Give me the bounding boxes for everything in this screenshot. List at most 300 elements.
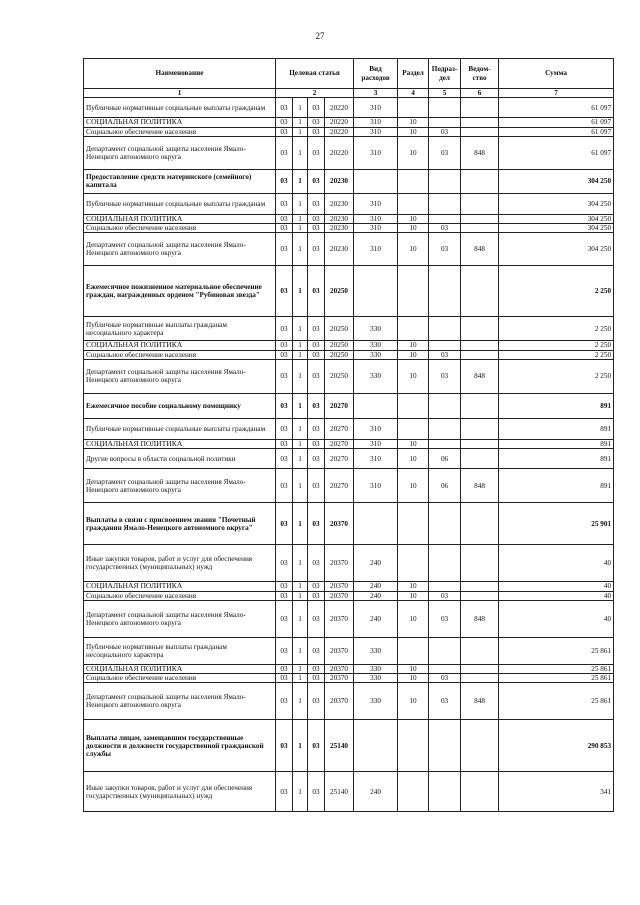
target-code-program: 03 <box>276 350 293 359</box>
expense-type <box>354 266 398 317</box>
section-code: 10 <box>398 439 429 449</box>
header-exp-type: Вид расходов <box>354 59 398 89</box>
ministry-code <box>461 169 499 193</box>
section-code: 10 <box>398 683 429 720</box>
expense-type: 310 <box>354 233 398 266</box>
target-code-article: 20250 <box>325 350 354 359</box>
subsection-code: 03 <box>429 591 461 600</box>
row-name: Ежемесячное пожизненное материальное обеспечение граждан, награжденных орденом "Рубиновая звезда" <box>84 266 276 317</box>
sum-value: 2 250 <box>499 317 614 341</box>
target-code-program: 03 <box>276 591 293 600</box>
target-code-subprogram: 1 <box>293 136 308 169</box>
row-name: Социальное обеспечение населения <box>84 591 276 600</box>
ministry-code <box>461 545 499 582</box>
subsection-code: 03 <box>429 600 461 637</box>
expense-type <box>354 720 398 772</box>
ministry-code <box>461 393 499 418</box>
sum-value: 61 097 <box>499 127 614 136</box>
sum-value: 40 <box>499 582 614 592</box>
target-code-program: 03 <box>276 393 293 418</box>
subsection-code <box>429 720 461 772</box>
row-name: Департамент социальной защиты населения Ямало-Ненецкого автономного округа <box>84 359 276 393</box>
target-code-article: 20250 <box>325 317 354 341</box>
sum-value: 2 250 <box>499 266 614 317</box>
row-name: Публичные нормативные социальные выплаты гражданам <box>84 193 276 214</box>
target-code-subprogram: 1 <box>293 118 308 128</box>
section-code <box>398 545 429 582</box>
table-row <box>84 317 614 341</box>
section-code: 10 <box>398 582 429 592</box>
sum-value: 891 <box>499 449 614 469</box>
expense-type: 330 <box>354 683 398 720</box>
ministry-code <box>461 193 499 214</box>
expense-type: 310 <box>354 224 398 233</box>
expense-type <box>354 393 398 418</box>
target-code-article: 20270 <box>325 418 354 439</box>
ministry-code: 848 <box>461 683 499 720</box>
target-code-article: 20270 <box>325 439 354 449</box>
target-code-group: 03 <box>308 582 325 592</box>
target-code-program: 03 <box>276 503 293 545</box>
expense-type <box>354 503 398 545</box>
sum-value: 304 250 <box>499 224 614 233</box>
sum-value: 2 250 <box>499 350 614 359</box>
row-name: Ежемесячное пособие социальному помощнику <box>84 393 276 418</box>
section-code <box>398 720 429 772</box>
header-ministry: Ведом-ство <box>461 59 499 89</box>
header-sum: Сумма <box>499 59 614 89</box>
target-code-subprogram: 1 <box>293 683 308 720</box>
expense-type: 240 <box>354 582 398 592</box>
target-code-subprogram: 1 <box>293 341 308 351</box>
subsection-code <box>429 169 461 193</box>
table-row <box>84 469 614 503</box>
row-name: Департамент социальной защиты населения Ямало-Ненецкого автономного округа <box>84 136 276 169</box>
target-code-article: 20270 <box>325 449 354 469</box>
section-code: 10 <box>398 341 429 351</box>
table-row <box>84 439 614 449</box>
target-code-article: 20370 <box>325 664 354 674</box>
row-name: СОЦИАЛЬНАЯ ПОЛИТИКА <box>84 118 276 128</box>
target-code-group: 03 <box>308 503 325 545</box>
column-number-row <box>84 89 614 98</box>
target-code-subprogram: 1 <box>293 582 308 592</box>
target-code-subprogram: 1 <box>293 591 308 600</box>
column-number: 1 <box>84 89 276 98</box>
target-code-subprogram: 1 <box>293 439 308 449</box>
table-row <box>84 600 614 637</box>
subsection-code: 03 <box>429 136 461 169</box>
ministry-code <box>461 720 499 772</box>
expense-type: 310 <box>354 118 398 128</box>
expense-type: 330 <box>354 637 398 664</box>
ministry-code <box>461 127 499 136</box>
row-name: Выплаты лицам, замещавшим государственные должности и должности государственной гражданской службы <box>84 720 276 772</box>
table-row <box>84 545 614 582</box>
target-code-program: 03 <box>276 136 293 169</box>
section-code: 10 <box>398 233 429 266</box>
sum-value: 891 <box>499 418 614 439</box>
ministry-code <box>461 591 499 600</box>
target-code-article: 20230 <box>325 214 354 224</box>
expense-type: 330 <box>354 317 398 341</box>
target-code-program: 03 <box>276 637 293 664</box>
section-code <box>398 637 429 664</box>
section-code: 10 <box>398 664 429 674</box>
expense-type: 330 <box>354 341 398 351</box>
sum-value: 25 901 <box>499 503 614 545</box>
section-code <box>398 418 429 439</box>
target-code-subprogram: 1 <box>293 214 308 224</box>
target-code-subprogram: 1 <box>293 664 308 674</box>
table-row <box>84 772 614 812</box>
target-code-subprogram: 1 <box>293 637 308 664</box>
subsection-code: 03 <box>429 674 461 683</box>
row-name: Публичные нормативные социальные выплаты гражданам <box>84 98 276 118</box>
target-code-subprogram: 1 <box>293 224 308 233</box>
section-code <box>398 317 429 341</box>
section-code: 10 <box>398 127 429 136</box>
table-row <box>84 193 614 214</box>
target-code-program: 03 <box>276 341 293 351</box>
ministry-code <box>461 674 499 683</box>
section-code: 10 <box>398 449 429 469</box>
sum-value: 891 <box>499 469 614 503</box>
target-code-article: 25140 <box>325 772 354 812</box>
section-code <box>398 772 429 812</box>
section-code <box>398 266 429 317</box>
sum-value: 61 097 <box>499 98 614 118</box>
section-code: 10 <box>398 674 429 683</box>
expense-type: 240 <box>354 591 398 600</box>
expense-type: 310 <box>354 418 398 439</box>
target-code-program: 03 <box>276 169 293 193</box>
table-row <box>84 266 614 317</box>
target-code-article: 20250 <box>325 266 354 317</box>
target-code-subprogram: 1 <box>293 772 308 812</box>
subsection-code <box>429 439 461 449</box>
target-code-program: 03 <box>276 214 293 224</box>
subsection-code: 03 <box>429 359 461 393</box>
ministry-code <box>461 664 499 674</box>
table-row <box>84 720 614 772</box>
ministry-code <box>461 637 499 664</box>
ministry-code <box>461 341 499 351</box>
row-name: СОЦИАЛЬНАЯ ПОЛИТИКА <box>84 214 276 224</box>
target-code-group: 03 <box>308 664 325 674</box>
target-code-group: 03 <box>308 169 325 193</box>
target-code-subprogram: 1 <box>293 720 308 772</box>
target-code-article: 25140 <box>325 720 354 772</box>
target-code-subprogram: 1 <box>293 266 308 317</box>
target-code-program: 03 <box>276 449 293 469</box>
table-row <box>84 127 614 136</box>
sum-value: 25 861 <box>499 637 614 664</box>
target-code-subprogram: 1 <box>293 359 308 393</box>
ministry-code <box>461 98 499 118</box>
ministry-code: 848 <box>461 600 499 637</box>
subsection-code <box>429 664 461 674</box>
target-code-program: 03 <box>276 600 293 637</box>
sum-value: 25 861 <box>499 674 614 683</box>
target-code-subprogram: 1 <box>293 449 308 469</box>
ministry-code <box>461 772 499 812</box>
section-code <box>398 98 429 118</box>
target-code-group: 03 <box>308 193 325 214</box>
row-name: Социальное обеспечение населения <box>84 127 276 136</box>
subsection-code <box>429 418 461 439</box>
table-row <box>84 393 614 418</box>
subsection-code <box>429 637 461 664</box>
target-code-article: 20370 <box>325 600 354 637</box>
section-code <box>398 393 429 418</box>
table-row <box>84 214 614 224</box>
section-code: 10 <box>398 600 429 637</box>
section-code <box>398 193 429 214</box>
target-code-program: 03 <box>276 683 293 720</box>
target-code-program: 03 <box>276 317 293 341</box>
ministry-code <box>461 503 499 545</box>
target-code-program: 03 <box>276 469 293 503</box>
row-name: Департамент социальной защиты населения Ямало-Ненецкого автономного округа <box>84 683 276 720</box>
subsection-code: 03 <box>429 127 461 136</box>
table-row <box>84 418 614 439</box>
sum-value: 2 250 <box>499 341 614 351</box>
target-code-article: 20220 <box>325 118 354 128</box>
expense-type: 310 <box>354 136 398 169</box>
target-code-subprogram: 1 <box>293 317 308 341</box>
expense-type: 310 <box>354 127 398 136</box>
expense-type: 240 <box>354 772 398 812</box>
expense-type <box>354 169 398 193</box>
ministry-code <box>461 317 499 341</box>
section-code: 10 <box>398 136 429 169</box>
target-code-article: 20370 <box>325 637 354 664</box>
table-row <box>84 683 614 720</box>
table-row <box>84 341 614 351</box>
column-number: 4 <box>398 89 429 98</box>
target-code-article: 20270 <box>325 469 354 503</box>
ministry-code: 848 <box>461 469 499 503</box>
subsection-code: 03 <box>429 224 461 233</box>
target-code-article: 20220 <box>325 98 354 118</box>
subsection-code <box>429 393 461 418</box>
sum-value: 341 <box>499 772 614 812</box>
sum-value: 61 097 <box>499 136 614 169</box>
target-code-program: 03 <box>276 439 293 449</box>
target-code-article: 20250 <box>325 359 354 393</box>
target-code-article: 20220 <box>325 127 354 136</box>
target-code-program: 03 <box>276 418 293 439</box>
row-name: Департамент социальной защиты населения Ямало-Ненецкого автономного округа <box>84 233 276 266</box>
table-row <box>84 98 614 118</box>
ministry-code: 848 <box>461 136 499 169</box>
target-code-subprogram: 1 <box>293 469 308 503</box>
row-name: Иные закупки товаров, работ и услуг для обеспечения государственных (муниципальных) нужд <box>84 545 276 582</box>
row-name: Социальное обеспечение населения <box>84 674 276 683</box>
target-code-article: 20250 <box>325 341 354 351</box>
subsection-code: 06 <box>429 469 461 503</box>
row-name: Публичные нормативные социальные выплаты гражданам <box>84 418 276 439</box>
table-row <box>84 664 614 674</box>
subsection-code: 06 <box>429 449 461 469</box>
target-code-group: 03 <box>308 359 325 393</box>
target-code-subprogram: 1 <box>293 674 308 683</box>
target-code-program: 03 <box>276 193 293 214</box>
target-code-group: 03 <box>308 545 325 582</box>
sum-value: 40 <box>499 591 614 600</box>
target-code-subprogram: 1 <box>293 418 308 439</box>
row-name: Департамент социальной защиты населения Ямало-Ненецкого автономного округа <box>84 469 276 503</box>
column-number: 3 <box>354 89 398 98</box>
sum-value: 25 861 <box>499 664 614 674</box>
subsection-code <box>429 214 461 224</box>
target-code-group: 03 <box>308 266 325 317</box>
expense-type: 310 <box>354 439 398 449</box>
section-code: 10 <box>398 359 429 393</box>
table-row <box>84 350 614 359</box>
target-code-group: 03 <box>308 674 325 683</box>
target-code-program: 03 <box>276 582 293 592</box>
target-code-group: 03 <box>308 233 325 266</box>
target-code-group: 03 <box>308 637 325 664</box>
row-name: Публичные нормативные выплаты гражданам несоциального характера <box>84 317 276 341</box>
table-row <box>84 449 614 469</box>
target-code-subprogram: 1 <box>293 169 308 193</box>
target-code-group: 03 <box>308 591 325 600</box>
ministry-code <box>461 118 499 128</box>
target-code-article: 20370 <box>325 582 354 592</box>
section-code: 10 <box>398 350 429 359</box>
header-section: Раздел <box>398 59 429 89</box>
sum-value: 40 <box>499 545 614 582</box>
table-row <box>84 637 614 664</box>
table-row <box>84 224 614 233</box>
row-name: СОЦИАЛЬНАЯ ПОЛИТИКА <box>84 439 276 449</box>
target-code-program: 03 <box>276 266 293 317</box>
ministry-code: 848 <box>461 233 499 266</box>
table-row <box>84 582 614 592</box>
subsection-code <box>429 193 461 214</box>
expense-type: 310 <box>354 469 398 503</box>
target-code-article: 20230 <box>325 193 354 214</box>
row-name: СОЦИАЛЬНАЯ ПОЛИТИКА <box>84 664 276 674</box>
sum-value: 891 <box>499 439 614 449</box>
ministry-code <box>461 418 499 439</box>
target-code-article: 20230 <box>325 169 354 193</box>
target-code-program: 03 <box>276 674 293 683</box>
target-code-article: 20270 <box>325 393 354 418</box>
expense-type: 310 <box>354 214 398 224</box>
expense-type: 330 <box>354 350 398 359</box>
subsection-code: 03 <box>429 233 461 266</box>
target-code-program: 03 <box>276 233 293 266</box>
subsection-code: 03 <box>429 683 461 720</box>
section-code <box>398 169 429 193</box>
target-code-group: 03 <box>308 683 325 720</box>
target-code-group: 03 <box>308 317 325 341</box>
ministry-code <box>461 214 499 224</box>
section-code <box>398 503 429 545</box>
target-code-group: 03 <box>308 98 325 118</box>
row-name: Социальное обеспечение населения <box>84 224 276 233</box>
target-code-program: 03 <box>276 98 293 118</box>
target-code-subprogram: 1 <box>293 545 308 582</box>
sum-value: 891 <box>499 393 614 418</box>
sum-value: 304 250 <box>499 214 614 224</box>
target-code-article: 20370 <box>325 503 354 545</box>
ministry-code <box>461 582 499 592</box>
target-code-subprogram: 1 <box>293 350 308 359</box>
ministry-code <box>461 224 499 233</box>
target-code-subprogram: 1 <box>293 193 308 214</box>
ministry-code <box>461 266 499 317</box>
subsection-code <box>429 341 461 351</box>
table-row <box>84 359 614 393</box>
section-code: 10 <box>398 469 429 503</box>
target-code-group: 03 <box>308 469 325 503</box>
header-target: Целевая статья <box>276 59 354 89</box>
column-number: 5 <box>429 89 461 98</box>
subsection-code <box>429 772 461 812</box>
target-code-group: 03 <box>308 720 325 772</box>
target-code-group: 03 <box>308 127 325 136</box>
ministry-code <box>461 439 499 449</box>
subsection-code <box>429 503 461 545</box>
target-code-program: 03 <box>276 118 293 128</box>
budget-table <box>83 58 614 812</box>
table-row <box>84 233 614 266</box>
target-code-group: 03 <box>308 341 325 351</box>
target-code-article: 20370 <box>325 591 354 600</box>
ministry-code <box>461 350 499 359</box>
target-code-subprogram: 1 <box>293 233 308 266</box>
target-code-program: 03 <box>276 224 293 233</box>
column-number: 6 <box>461 89 499 98</box>
sum-value: 61 097 <box>499 118 614 128</box>
target-code-group: 03 <box>308 600 325 637</box>
table-row <box>84 674 614 683</box>
target-code-subprogram: 1 <box>293 98 308 118</box>
target-code-group: 03 <box>308 214 325 224</box>
subsection-code <box>429 98 461 118</box>
subsection-code <box>429 582 461 592</box>
header-name: Наименование <box>84 59 276 89</box>
section-code: 10 <box>398 591 429 600</box>
sum-value: 40 <box>499 600 614 637</box>
section-code: 10 <box>398 118 429 128</box>
target-code-article: 20370 <box>325 683 354 720</box>
sum-value: 25 861 <box>499 683 614 720</box>
target-code-group: 03 <box>308 418 325 439</box>
row-name: Департамент социальной защиты населения Ямало-Ненецкого автономного округа <box>84 600 276 637</box>
table-row <box>84 503 614 545</box>
target-code-program: 03 <box>276 664 293 674</box>
target-code-group: 03 <box>308 772 325 812</box>
row-name: Иные закупки товаров, работ и услуг для обеспечения государственных (муниципальных) нужд <box>84 772 276 812</box>
target-code-program: 03 <box>276 772 293 812</box>
expense-type: 310 <box>354 449 398 469</box>
target-code-program: 03 <box>276 127 293 136</box>
row-name: Другие вопросы в области социальной политики <box>84 449 276 469</box>
target-code-group: 03 <box>308 136 325 169</box>
table-row <box>84 591 614 600</box>
target-code-group: 03 <box>308 224 325 233</box>
target-code-subprogram: 1 <box>293 503 308 545</box>
target-code-group: 03 <box>308 393 325 418</box>
expense-type: 330 <box>354 674 398 683</box>
sum-value: 304 250 <box>499 169 614 193</box>
